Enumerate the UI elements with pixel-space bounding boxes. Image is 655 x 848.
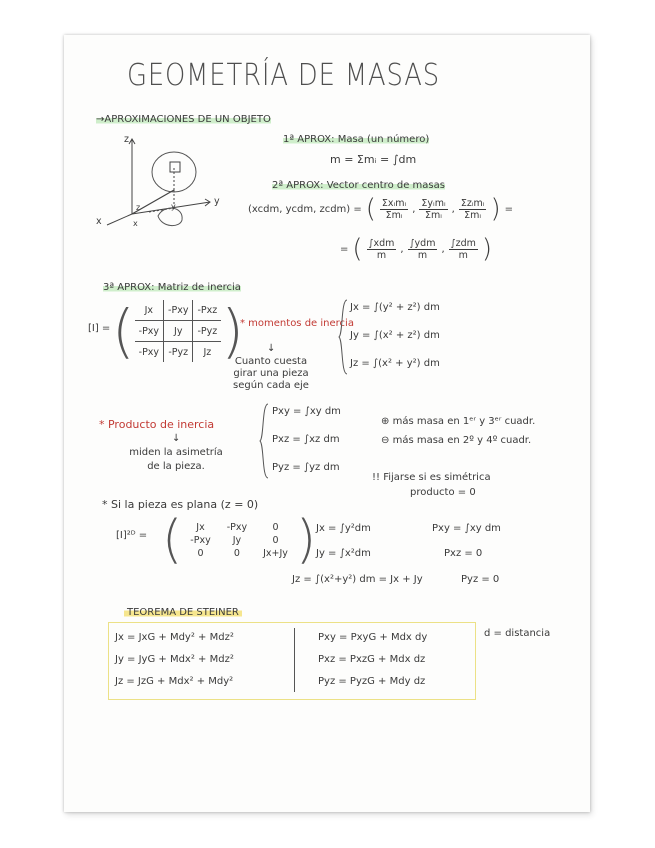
- axis-z-label: z: [124, 134, 129, 145]
- approx1-line: 1ª APROX: Masa (un número): [283, 134, 430, 145]
- planar-matrix-cell: Jy: [232, 534, 242, 546]
- pyz-formula: Pyz = ∫yz dm: [272, 462, 340, 473]
- point-z-label: z: [136, 203, 141, 212]
- page-title: GEOMETRÍA DE MASAS: [127, 58, 440, 93]
- steiner-heading: TEOREMA DE STEINER: [124, 607, 242, 618]
- moments-note-arrow: ↓: [267, 343, 276, 354]
- planar-matrix-cell: 0: [197, 547, 204, 559]
- axis-y-label: y: [214, 196, 220, 207]
- planar-pxy-formula: Pxy = ∫xy dm: [432, 523, 501, 534]
- planar-title: * Si la pieza es plana (z = 0): [102, 498, 259, 511]
- products-brace: [258, 402, 270, 480]
- positive-quadrant-note: ⊕ más masa en 1ᵉʳ y 3ᵉʳ cuadr.: [381, 416, 536, 427]
- moments-brace: [337, 298, 349, 376]
- matrix-cell: -Pxy: [135, 321, 164, 342]
- symmetry-warning-result: producto = 0: [410, 487, 476, 498]
- object-axes-diagram: [92, 132, 242, 232]
- matrix-cell: Jz: [193, 342, 221, 363]
- pxz-formula: Pxz = ∫xz dm: [272, 434, 340, 445]
- matrix-cell: -Pxy: [135, 342, 164, 363]
- matrix-cell: Jy: [164, 321, 193, 342]
- planar-pxz-formula: Pxz = 0: [444, 548, 483, 559]
- steiner-jx: Jx = JxG + Mdy² + Mdz²: [115, 632, 234, 643]
- planar-matrix-cell: 0: [233, 547, 240, 559]
- steiner-divider: [294, 628, 295, 692]
- jy-formula: Jy = ∫(x² + z²) dm: [350, 330, 440, 341]
- pxy-formula: Pxy = ∫xy dm: [272, 406, 341, 417]
- approx3-heading: 3ª APROX: Matriz de inercia: [103, 282, 241, 293]
- steiner-pxy: Pxy = PxyG + Mdx dy: [318, 632, 428, 643]
- matrix-cell: -Pyz: [164, 342, 193, 363]
- products-desc: miden la asimetría de la pieza.: [129, 447, 223, 472]
- moments-note-title: * momentos de inercia: [240, 318, 354, 329]
- planar-jx-formula: Jx = ∫y²dm: [316, 523, 371, 534]
- planar-matrix: ( Jx -Pxy 0 -Pxy Jy 0 0 0 Jx+Jy ): [162, 510, 317, 570]
- steiner-jz: Jz = JzG + Mdx² + Mdy²: [115, 676, 234, 687]
- inertia-matrix: ( Jx -Pxy -Pxz -Pxy Jy -Pyz -Pxy -Pyz Jz ): [112, 297, 244, 365]
- planar-matrix-cell: Jx: [196, 521, 205, 533]
- matrix-cell: -Pxz: [193, 300, 221, 321]
- matrix-cell: -Pyz: [193, 321, 221, 342]
- products-of-inertia-title: * Producto de inercia: [99, 418, 215, 431]
- planar-matrix-label: [I]²ᴰ =: [116, 530, 148, 541]
- steiner-pxz: Pxz = PxzG + Mdx dz: [318, 654, 426, 665]
- planar-matrix-cell: -Pxy: [190, 534, 211, 546]
- moments-note-desc: Cuanto cuesta girar una pieza según cada eje: [233, 356, 309, 391]
- products-arrow: ↓: [172, 433, 181, 444]
- negative-quadrant-note: ⊖ más masa en 2º y 4º cuadr.: [381, 435, 532, 446]
- jx-formula: Jx = ∫(y² + z²) dm: [350, 302, 440, 313]
- planar-jy-formula: Jy = ∫x²dm: [316, 548, 371, 559]
- planar-matrix-cell: 0: [272, 534, 279, 546]
- approx2-line: 2ª APROX: Vector centro de masas: [272, 180, 445, 191]
- steiner-jy: Jy = JyG + Mdx² + Mdz²: [115, 654, 234, 665]
- mass-formula: m = Σmᵢ = ∫dm: [330, 153, 417, 166]
- symmetry-warning: !! Fijarse si es simétrica: [372, 472, 491, 483]
- matrix-cell: -Pxy: [164, 300, 193, 321]
- planar-matrix-cell: -Pxy: [226, 521, 248, 533]
- steiner-pyz: Pyz = PyzG + Mdy dz: [318, 676, 426, 687]
- point-x-label: x: [133, 219, 138, 228]
- minus-circle-icon: ⊖: [381, 435, 390, 446]
- distance-note: d = distancia: [484, 628, 551, 639]
- planar-matrix-cell: 0: [272, 521, 279, 533]
- planar-pyz-formula: Pyz = 0: [461, 574, 500, 585]
- point-y-label: y: [171, 202, 176, 211]
- center-of-mass-discrete: (xcdm, ycdm, zcdm) = ( $\frac{\text{Σxᵢmᵢ}}{\text{Σmᵢ}}$ , $\frac{\text{Σyᵢmᵢ}}{\text{Σmᵢ}}$ , $\frac{\text{Σzᵢmᵢ}}{\text{Σmᵢ}}$ ) =: [248, 194, 514, 224]
- center-of-mass-continuous: = ( $\frac{\text{∫xdm}}{m}$ , $\frac{\text{∫ydm}}{m}$ , $\frac{\text{∫zdm}}{m}$ ): [340, 234, 493, 264]
- planar-matrix-cell: Jx+Jy: [263, 547, 288, 559]
- axis-x-label: x: [96, 216, 102, 227]
- jz-formula: Jz = ∫(x² + y²) dm: [350, 358, 440, 369]
- x-axis-line: [107, 214, 132, 225]
- planar-jz-formula: Jz = ∫(x²+y²) dm = Jx + Jy: [292, 574, 423, 585]
- plus-circle-icon: ⊕: [381, 416, 390, 427]
- matrix-cell: Jx: [135, 300, 164, 321]
- section-approximations-heading: →APROXIMACIONES DE UN OBJETO: [96, 114, 271, 125]
- inertia-matrix-label: [I] =: [88, 323, 111, 334]
